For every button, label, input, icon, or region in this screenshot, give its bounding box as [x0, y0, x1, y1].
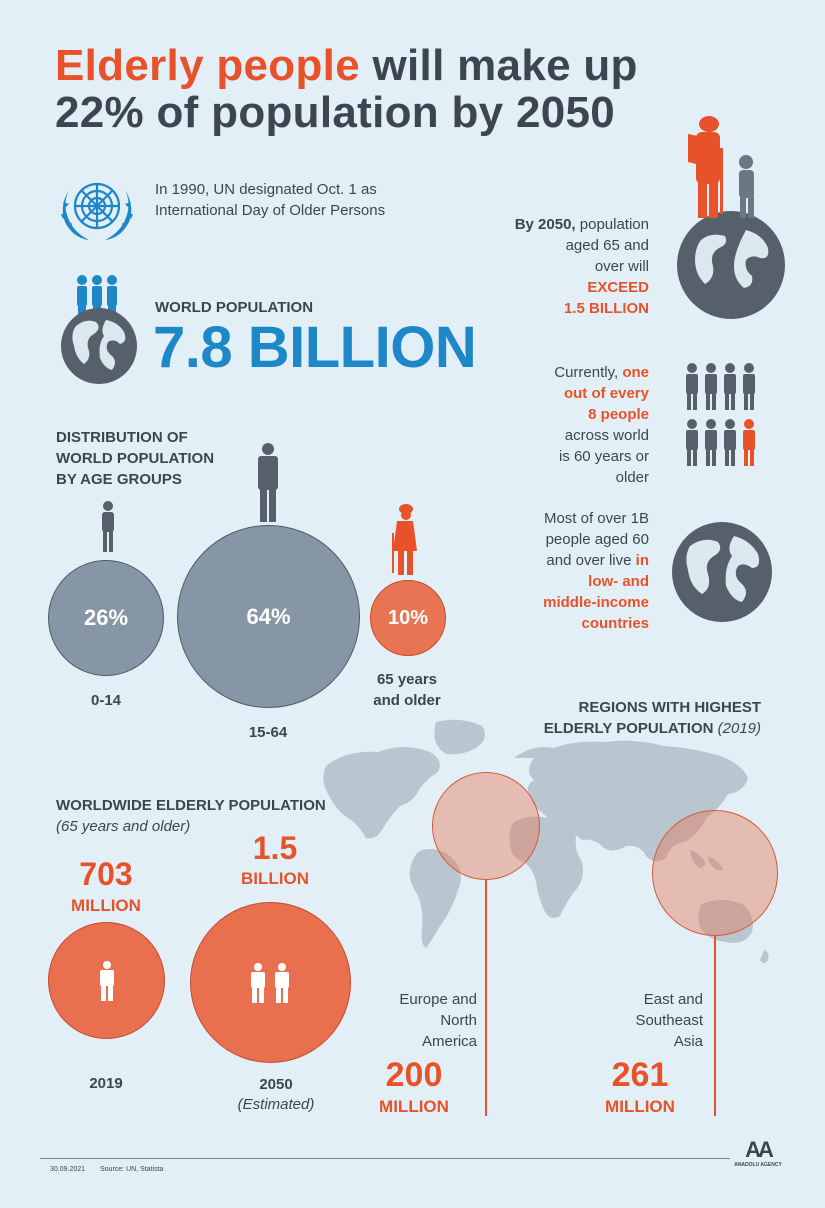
- age-15-64-label: 15-64: [248, 724, 288, 741]
- un-note-line1: In 1990, UN designated Oct. 1 as: [155, 181, 377, 198]
- low-income-highlight3: middle-income: [543, 594, 649, 611]
- elderly-subheading: (65 years and older): [56, 818, 191, 835]
- asia-unit: MILLION: [605, 1097, 675, 1116]
- un-note-line2: International Day of Older Persons: [155, 202, 386, 219]
- age-65-plus-label-line2: and older: [373, 692, 441, 709]
- one-in-eight-highlight3: 8 people: [588, 406, 649, 423]
- aa-logo-icon: [736, 1134, 780, 1162]
- footer-divider: [40, 1158, 730, 1159]
- one-in-eight-highlight2: out of every: [563, 385, 649, 402]
- age-0-14-circle: [48, 560, 164, 676]
- footer-date: 30.09.2021: [50, 1166, 86, 1173]
- elderly-heading: WORLDWIDE ELDERLY POPULATION: [56, 797, 326, 814]
- un-note: [155, 179, 385, 221]
- title-line2: 22% of population by 2050: [55, 88, 616, 137]
- page-title: [55, 42, 638, 136]
- regions-heading-year: (2019): [717, 720, 761, 737]
- age-15-64-percent: 64%: [246, 603, 291, 629]
- title-highlight: Elderly people: [55, 41, 360, 90]
- elderly-2050-year: 2050: [259, 1076, 293, 1093]
- low-income-line1: Most of over 1B: [543, 510, 649, 527]
- projection-line3: over will: [594, 258, 649, 275]
- one-in-eight: [429, 362, 649, 488]
- europe-label: [347, 989, 477, 1052]
- elderly-2050-value: 1.5: [252, 830, 298, 866]
- aa-logo-text: ANADOLU AGENCY: [734, 1162, 782, 1168]
- europe-value: 200: [385, 1056, 443, 1094]
- age-65-plus-label-line1: 65 years: [376, 671, 438, 688]
- one-in-eight-line1: Currently,: [554, 364, 619, 381]
- age-65-plus-circle: [370, 580, 446, 656]
- low-income-line2: people aged 60: [545, 531, 649, 548]
- elderly-2050-circle: [190, 902, 351, 1063]
- one-in-eight-line2: across world: [564, 427, 649, 444]
- elderly-2050-unit: BILLION: [241, 869, 309, 888]
- globe-icon: [56, 306, 142, 386]
- one-in-eight-highlight1: one: [622, 364, 649, 381]
- europe-connector-line: [485, 880, 487, 1116]
- asia-label-line3: Asia: [673, 1033, 703, 1050]
- low-income-highlight4: countries: [581, 615, 649, 632]
- asia-label-line1: East and: [643, 991, 703, 1008]
- europe-unit: MILLION: [379, 1097, 449, 1116]
- age-65-plus-label: [360, 669, 454, 711]
- europe-label-line2: North: [440, 1012, 477, 1029]
- distribution-heading-line2: WORLD POPULATION: [56, 450, 215, 467]
- elderly-person-icon: [676, 110, 786, 322]
- elderly-2019-unit: MILLION: [71, 896, 141, 915]
- age-65-plus-percent: 10%: [387, 606, 429, 629]
- elderly-person-icon: [95, 960, 119, 1002]
- aa-logo-mark: AA: [745, 1137, 771, 1162]
- age-0-14-label: 0-14: [90, 692, 122, 709]
- elderly-2050-note: (Estimated): [237, 1096, 315, 1113]
- low-income-line3: and over live: [546, 552, 632, 569]
- distribution-heading-line1: DISTRIBUTION OF: [56, 429, 188, 446]
- age-15-64-circle: [177, 525, 360, 708]
- one-in-eight-line3: is 60 years or: [558, 448, 649, 465]
- regions-heading: [461, 697, 761, 739]
- elderly-couple-icon: [246, 962, 296, 1004]
- un-logo-icon: [55, 170, 139, 244]
- low-income-highlight2: low- and: [588, 573, 649, 590]
- asia-connector-line: [714, 936, 716, 1116]
- projection-line1: population: [579, 216, 649, 233]
- projection-line2: aged 65 and: [565, 237, 649, 254]
- asia-value: 261: [611, 1056, 669, 1094]
- globe-icon: [668, 520, 776, 624]
- projection-highlight2: 1.5 BILLION: [563, 300, 649, 317]
- elderly-icon: [389, 503, 423, 577]
- europe-label-line3: America: [421, 1033, 477, 1050]
- east-southeast-asia-bubble: [652, 810, 778, 936]
- world-population-label: WORLD POPULATION: [155, 299, 314, 316]
- low-income-note: [429, 508, 649, 634]
- regions-heading-line2: ELDERLY POPULATION: [543, 720, 714, 737]
- footer-source: Source: UN, Statista: [100, 1166, 164, 1173]
- age-0-14-percent: 26%: [83, 605, 129, 630]
- europe-label-line1: Europe and: [399, 991, 477, 1008]
- elderly-2019-year: 2019: [89, 1075, 123, 1092]
- regions-heading-line1: REGIONS WITH HIGHEST: [578, 699, 761, 716]
- one-in-eight-line4: older: [615, 469, 649, 486]
- distribution-heading: [56, 427, 214, 490]
- child-icon: [97, 500, 119, 554]
- projection-2050: [429, 214, 649, 319]
- eight-people-icon: [684, 362, 760, 470]
- distribution-heading-line3: BY AGE GROUPS: [56, 471, 182, 488]
- low-income-highlight1: in: [635, 552, 649, 569]
- elderly-2019-value: 703: [79, 856, 133, 892]
- world-population-value: 7.8 BILLION: [153, 315, 477, 380]
- adult-icon: [253, 442, 283, 524]
- asia-label-line2: Southeast: [635, 1012, 703, 1029]
- asia-label: [573, 989, 703, 1052]
- title-part2: will make up: [372, 41, 638, 90]
- projection-lead: By 2050,: [514, 216, 576, 233]
- europe-north-america-bubble: [432, 772, 540, 880]
- projection-highlight1: EXCEED: [587, 279, 649, 296]
- elderly-2019-circle: [48, 922, 165, 1039]
